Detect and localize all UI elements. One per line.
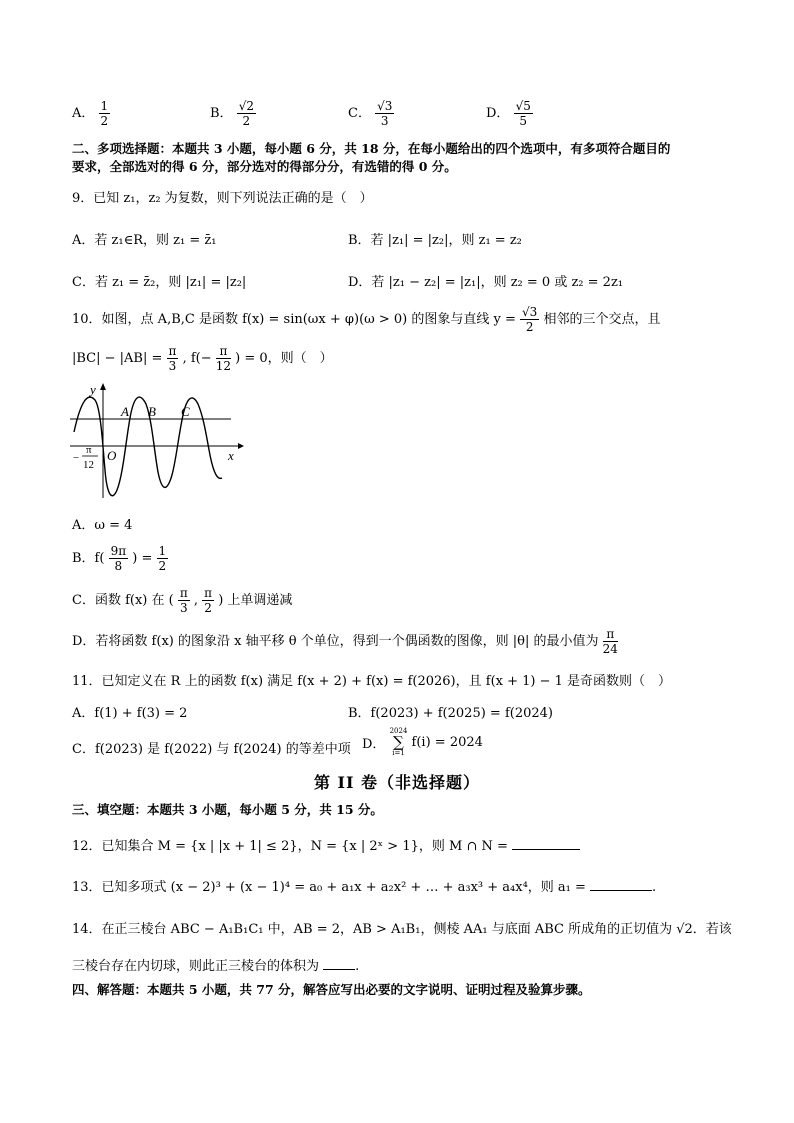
section-3-heading: 三、填空题：本题共 3 小题，每小题 5 分，共 15 分。	[72, 802, 383, 817]
fraction: $\frac{√2}{2}$	[238, 99, 254, 128]
summation: 2024 ∑ i=1	[389, 727, 408, 757]
part-2-title: 第 II 卷（非选择题）	[313, 773, 481, 792]
answer-blank	[590, 879, 652, 891]
point-label-b: B	[148, 404, 156, 419]
neg-tick-den: 12	[83, 459, 94, 471]
option-letter: B．	[210, 106, 233, 121]
fraction: $\frac{\pi}{3}$	[168, 344, 177, 373]
fraction: $\frac{√3}{2}$	[522, 305, 538, 334]
section-2-heading-line2: 要求，全部选对的得 6 分，部分选对的得部分分，有选错的得 0 分。	[72, 159, 457, 174]
option-letter: A．	[72, 106, 95, 121]
q11-stem: 11．已知定义在 R 上的函数 f(x) 满足 f(x + 2) + f(x) = f(2026)，且 f(x + 1) − 1 是奇函数则（ ）	[72, 674, 672, 689]
section-4-heading: 四、解答题：本题共 5 小题，共 77 分，解答应写出必要的文字说明、证明过程及验算步骤。	[72, 982, 591, 997]
point-label-a: A	[121, 404, 129, 419]
neg-tick-minus: −	[73, 452, 80, 464]
q9-option-a: A．若 z₁∈R，则 z₁ = z̄₁	[72, 233, 217, 248]
q12: 12．已知集合 M = {x | |x + 1| ≤ 2}，N = {x | 2ˣ > 1}，则 M ∩ N =	[72, 835, 580, 854]
x-axis-arrow	[238, 443, 244, 449]
q10-option-b: B．f( $\frac{9\pi}{8}$ ) = $\frac{1}{2}$	[72, 544, 167, 573]
q9-option-b: B．若 |z₁| = |z₂|，则 z₁ = z₂	[348, 233, 522, 248]
answer-blank	[512, 838, 580, 850]
fraction: $\frac{\pi}{2}$	[204, 586, 213, 615]
origin-label: O	[107, 448, 117, 463]
point-label-c: C	[181, 404, 190, 419]
q13: 13．已知多项式 (x − 2)³ + (x − 1)⁴ = a₀ + a₁x + a₂x² + … + a₃x³ + a₄x⁴，则 a₁ = .	[72, 880, 657, 895]
q11-option-d: D． 2024 ∑ i=1 f(i) = 2024	[362, 727, 483, 757]
q9-option-c: C．若 z₁ = z̄₂，则 |z₁| = |z₂|	[72, 275, 247, 290]
q10-option-d: D．若将函数 f(x) 的图象沿 x 轴平移 θ 个单位，得到一个偶函数的图像，则 |θ| 的最小值为 $\frac{\pi}{24}$	[72, 627, 618, 656]
q11-option-c: C．f(2023) 是 f(2022) 与 f(2024) 的等差中项	[72, 742, 351, 757]
fraction: $\frac{√3}{3}$	[377, 99, 393, 128]
q8-option-c	[348, 100, 394, 127]
q10-option-a: A．ω = 4	[72, 518, 133, 533]
y-axis-arrow	[100, 383, 106, 390]
section-2-heading-line1: 二、多项选择题：本题共 3 小题，每小题 6 分，共 18 分，在每小题给出的四个选项中，有多项符合题目的	[72, 141, 671, 156]
answer-blank	[323, 958, 355, 970]
q9-option-d: D．若 |z₁ − z₂| = |z₁|，则 z₂ = 0 或 z₂ = 2z₁	[348, 275, 624, 290]
fraction: $\frac{\pi}{24}$	[602, 627, 618, 656]
option-letter: D．	[486, 106, 510, 121]
q14-line1: 14．在正三棱台 ABC − A₁B₁C₁ 中，AB = 2，AB > A₁B₁，侧棱 AA₁ 与底面 ABC 所成角的正切值为 √2．若该	[72, 922, 732, 937]
q10-option-c: C．函数 f(x) 在 ( $\frac{\pi}{3}$ , $\frac{\pi}{2}$ ) 上单调递减	[72, 586, 293, 615]
q9-stem: 9．已知 z₁，z₂ 为复数，则下列说法正确的是（ ）	[72, 191, 373, 206]
y-axis-label: y	[90, 382, 96, 397]
fraction: $\frac{\pi}{12}$	[215, 344, 232, 373]
neg-tick-num: π	[86, 444, 92, 456]
sine-graph	[68, 380, 248, 510]
q11-option-b: B．f(2023) + f(2025) = f(2024)	[348, 706, 553, 721]
q10-stem-line1: 10．如图，点 A,B,C 是函数 f(x) = sin(ωx + φ)(ω > 0) 的图象与直线 y = $\frac{√3}{2}$ 相邻的三个交点，且	[72, 305, 661, 334]
q8-option-d	[486, 100, 533, 127]
q11-option-a: A．f(1) + f(3) = 2	[72, 706, 188, 721]
x-axis-label: x	[228, 448, 234, 463]
fraction: $\frac{9\pi}{8}$	[110, 544, 127, 573]
fraction: $\frac{1}{2}$	[158, 544, 167, 573]
fraction: $\frac{1}{2}$	[100, 99, 109, 128]
option-letter: C．	[348, 106, 371, 121]
q14-line2: 三棱台存在内切球，则此正三棱台的体积为 .	[72, 959, 360, 974]
q8-option-a	[72, 100, 110, 127]
q10-stem-line2: |BC| − |AB| = $\frac{\pi}{3}$ , f(− $\frac{\pi}{12}$ ) = 0，则（ ）	[72, 344, 333, 373]
q8-option-b	[210, 100, 256, 127]
fraction: $\frac{√5}{5}$	[515, 99, 531, 128]
fraction: $\frac{\pi}{3}$	[179, 586, 188, 615]
